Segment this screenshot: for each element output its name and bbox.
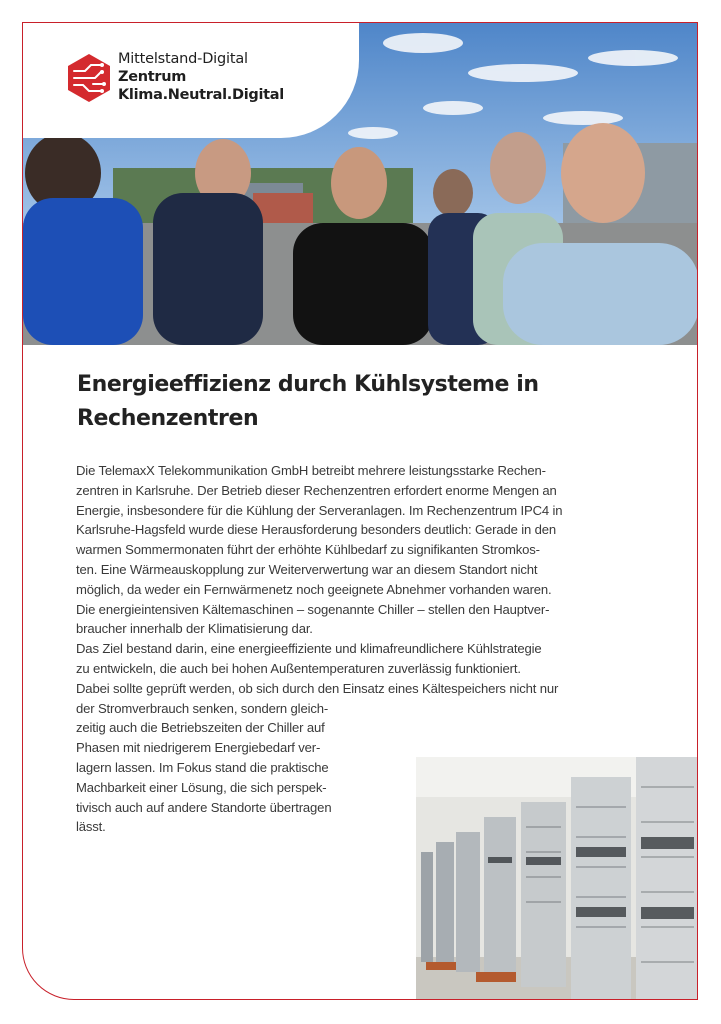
- circuit-logo-icon: [65, 53, 113, 103]
- paragraph-1: [76, 461, 666, 639]
- hero-photo: [23, 23, 698, 345]
- text-line: ten. Eine Wärmeauskopplung zur Weiterverwertung war an diesem Standort nicht: [76, 561, 538, 577]
- text-line: Die energieintensiven Kältemaschinen – sogenannte Chiller – stellen den Hauptver-: [76, 601, 550, 617]
- text-line: Das Ziel bestand darin, eine energieeffiziente und klimafreundlichere Kühlstrategie: [76, 641, 542, 657]
- text-line: braucher innerhalb der Klimatisierung dar.: [76, 621, 313, 637]
- text-line: Phasen mit niedrigerem Energiebedarf ver-: [76, 740, 321, 756]
- text-line: zu entwickeln, die auch bei hohen Außentemperaturen zuverlässig funktioniert.: [76, 660, 521, 676]
- text-line: zentren in Karlsruhe. Der Betrieb dieser Rechenzentren erfordert enorme Mengen an: [76, 482, 557, 498]
- text-line: Energie, insbesondere für die Kühlung der Serveranlagen. Im Rechenzentrum IPC4 in: [76, 502, 563, 518]
- text-line: Karlsruhe-Hagsfeld wurde diese Herausforderung besonders deutlich: Gerade in den: [76, 522, 557, 538]
- article-title: Energieeffizienz durch Kühlsysteme in Rechenzentren: [77, 372, 539, 431]
- logo-line-3: Klima.Neutral.Digital: [118, 87, 284, 103]
- text-line: lagern lassen. Im Fokus stand die praktische: [76, 759, 329, 775]
- text-line: warmen Sommermonaten führt der erhöhte Kühlbedarf zu signifikanten Stromkos-: [76, 542, 540, 558]
- text-line: zeitig auch die Betriebszeiten der Chiller auf: [76, 720, 325, 736]
- logo-card: [23, 23, 359, 138]
- page-frame: [22, 22, 698, 1000]
- server-racks-photo: [416, 757, 698, 1000]
- logo-line-1: Mittelstand-Digital: [118, 51, 248, 67]
- text-line: Dabei sollte geprüft werden, ob sich durch den Einsatz eines Kältespeichers nicht nur: [76, 680, 559, 696]
- text-line: tivisch auch auf andere Standorte übertragen: [76, 799, 332, 815]
- logo-line-2: Zentrum: [118, 69, 187, 85]
- text-line: Die TelemaxX Telekommunikation GmbH betreibt mehrere leistungsstarke Rechen-: [76, 463, 546, 478]
- text-line: lässt.: [76, 819, 106, 835]
- logo-text: [118, 50, 284, 104]
- text-line: der Stromverbrauch senken, sondern gleich-: [76, 700, 329, 716]
- text-line: Machbarkeit einer Lösung, die sich perspek-: [76, 779, 327, 795]
- text-line: möglich, da weder ein Fernwärmenetz noch geeignete Abnehmer vorhanden waren.: [76, 581, 552, 597]
